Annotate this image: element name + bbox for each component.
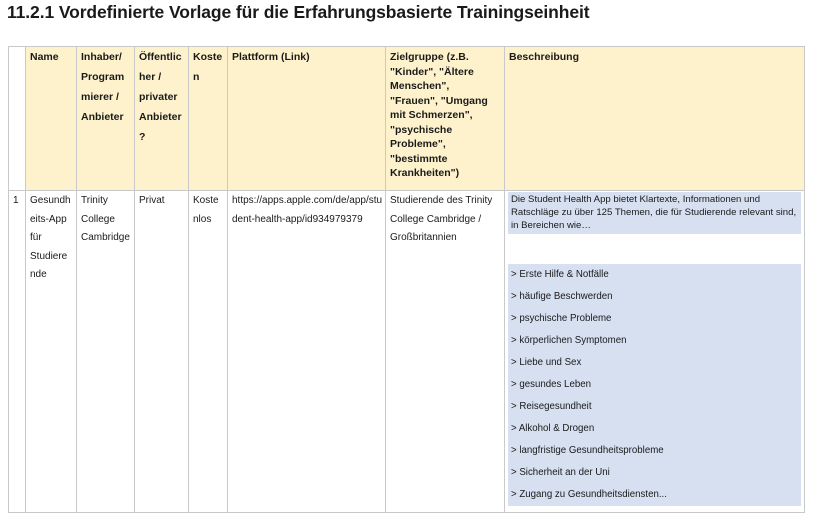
row-name: Gesundh eits-App für Studiere nde: [26, 191, 77, 513]
table-row: [9, 191, 805, 513]
header-zielgruppe: Zielgruppe (z.B. "Kinder", "Ältere Menschen", "Frauen", "Umgang mit Schmerzen", "psychische Probleme", "bestimmte Krankheiten"): [386, 47, 505, 191]
header-inhaber: Inhaber/ Program mierer / Anbieter: [77, 47, 135, 191]
header-plattform: Plattform (Link): [228, 47, 386, 191]
list-item: > häufige Beschwerden: [511, 291, 613, 302]
app-template-table: [8, 46, 805, 513]
list-item: > Reisegesundheit: [511, 401, 592, 412]
row-kosten: Koste nlos: [189, 191, 228, 513]
header-row: [9, 47, 805, 191]
header-kosten: Koste n: [189, 47, 228, 191]
header-index: [9, 47, 26, 191]
row-oeffentlich: Privat: [135, 191, 189, 513]
row-index: 1: [9, 191, 26, 513]
list-item: > Liebe und Sex: [511, 357, 582, 368]
list-item: > Alkohol & Drogen: [511, 423, 595, 434]
row-beschreibung: [505, 191, 805, 513]
list-item: > Erste Hilfe & Notfälle: [511, 269, 609, 280]
row-zielgruppe: Studierende des Trinity College Cambridge / Großbritannien: [386, 191, 505, 513]
page-heading: 11.2.1 Vordefinierte Vorlage für die Erfahrungsbasierte Trainingseinheit: [7, 2, 590, 22]
row-inhaber: Trinity College Cambridge: [77, 191, 135, 513]
header-name: Name: [26, 47, 77, 191]
list-item: > gesundes Leben: [511, 379, 591, 390]
list-item: > Zugang zu Gesundheitsdiensten...: [511, 489, 667, 500]
list-item: > psychische Probleme: [511, 313, 612, 324]
list-item: > Sicherheit an der Uni: [511, 467, 610, 478]
beschreibung-intro: Die Student Health App bietet Klartexte, Informationen und Ratschläge zu über 125 Themen, die für Studierende relevant sind, in Bereichen wie…: [508, 192, 801, 234]
list-item: > körperlichen Symptomen: [511, 335, 627, 346]
row-plattform: https://apps.apple.com/de/app/stu dent-health-app/id934979379: [228, 191, 386, 513]
beschreibung-topic-list: [508, 264, 801, 506]
header-beschreibung: Beschreibung: [505, 47, 805, 191]
list-item: > langfristige Gesundheitsprobleme: [511, 445, 664, 456]
header-oeffentlich: Öffentlic her / privater Anbieter ?: [135, 47, 189, 191]
